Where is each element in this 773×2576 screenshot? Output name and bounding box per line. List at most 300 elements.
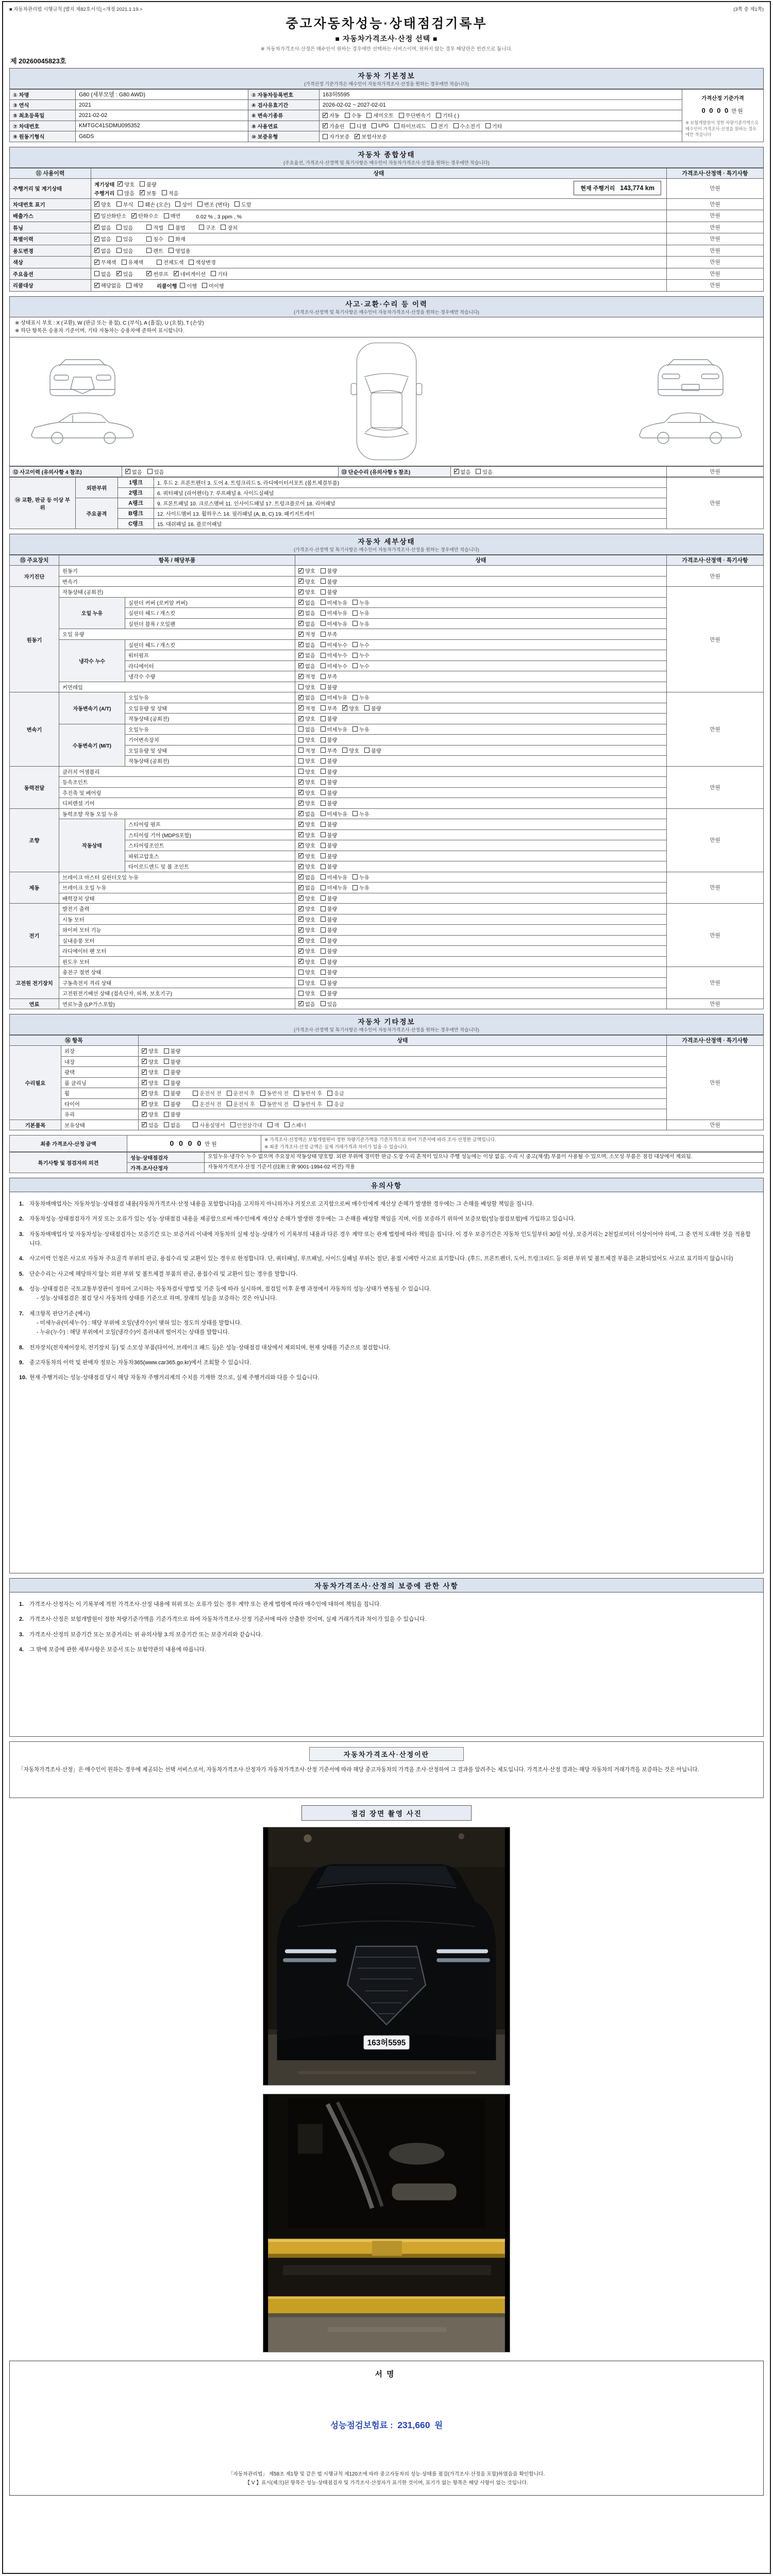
checkbox-option[interactable]	[321, 693, 347, 701]
checkbox-option[interactable]	[117, 189, 135, 197]
checkbox-option[interactable]	[323, 111, 340, 119]
etc-table-container	[9, 1035, 764, 1130]
checkbox-option[interactable]	[175, 200, 192, 208]
checkbox-option[interactable]	[142, 1079, 159, 1087]
checkbox-option[interactable]	[142, 1058, 159, 1065]
checkbox-option[interactable]	[298, 620, 315, 628]
page-number: (3쪽 중 제1쪽)	[733, 7, 764, 12]
checkbox-option[interactable]	[140, 189, 157, 197]
checkbox-checked-icon	[298, 642, 304, 647]
checkbox-option[interactable]	[327, 1089, 344, 1097]
checkbox-option[interactable]	[321, 641, 347, 649]
checkbox-unchecked-icon	[164, 1048, 169, 1054]
checkbox-option[interactable]	[321, 662, 347, 670]
checkbox-option[interactable]	[323, 122, 345, 130]
notice-number: 7.	[19, 1310, 24, 1317]
checkbox-option[interactable]	[116, 235, 133, 243]
checkbox-option[interactable]	[431, 122, 448, 130]
checkbox-option[interactable]	[321, 609, 347, 617]
notice-item	[19, 1230, 754, 1249]
checkbox-option[interactable]	[169, 224, 186, 231]
field-label: ② 자동차등록번호	[248, 90, 320, 100]
checkbox-label: 없음	[305, 811, 315, 818]
checkbox-option[interactable]	[298, 810, 315, 818]
checkbox-option[interactable]	[476, 468, 493, 476]
checkbox-unchecked-icon	[321, 970, 326, 975]
checkbox-option[interactable]	[126, 281, 143, 289]
checkbox-label: 미세누유	[327, 811, 348, 818]
checkbox-label: 응급	[334, 1101, 344, 1108]
checkbox-option[interactable]	[321, 841, 338, 849]
checkbox-option[interactable]	[321, 630, 338, 638]
checkbox-option[interactable]	[327, 1100, 344, 1108]
checkbox-option[interactable]	[298, 1000, 315, 1008]
checkbox-option[interactable]	[164, 1121, 181, 1129]
checkbox-label: 양호	[148, 1080, 159, 1087]
checkbox-option[interactable]	[298, 630, 315, 638]
item-label: 윈도우 모터	[59, 956, 295, 967]
checkbox-option[interactable]	[234, 200, 251, 208]
checkbox-unchecked-icon	[267, 1122, 273, 1127]
checkbox-label: 있음	[123, 272, 133, 278]
checkbox-option[interactable]	[298, 958, 315, 965]
checkbox-option[interactable]	[142, 1089, 159, 1097]
checkbox-label: 양호	[305, 801, 315, 807]
checkbox-unchecked-icon	[321, 906, 326, 911]
checkbox-option[interactable]	[321, 979, 338, 987]
checkbox-option[interactable]	[147, 468, 164, 476]
checkbox-option[interactable]	[352, 609, 369, 617]
checkbox-checked-icon	[298, 874, 304, 879]
checkbox-unchecked-icon	[146, 248, 152, 253]
notice-text-main: 중고자동차의 이력 및 판매자 정보는 자동차365(www.car365.go.kr)에서 조회할 수 있습니다.	[29, 1360, 251, 1366]
checkbox-option[interactable]	[169, 247, 191, 255]
status-cell	[295, 576, 667, 587]
checkbox-option[interactable]	[298, 672, 315, 680]
checkbox-label: 불량	[170, 1070, 181, 1076]
checkbox-option[interactable]	[298, 599, 315, 606]
checkbox-option[interactable]	[321, 862, 338, 870]
checkbox-option[interactable]	[352, 810, 369, 818]
checkbox-option[interactable]	[122, 258, 144, 266]
checkbox-option[interactable]	[162, 189, 179, 197]
rank-label: 2랭크	[118, 488, 154, 498]
table-row	[10, 1077, 764, 1088]
checkbox-option[interactable]	[355, 132, 386, 140]
checkbox-option[interactable]	[352, 693, 369, 701]
checkbox-option[interactable]	[221, 224, 238, 231]
checkbox-label: 일산화탄소	[101, 214, 127, 219]
checkbox-label: 양호	[305, 980, 315, 987]
checkbox-label: 누유	[359, 811, 369, 818]
checkbox-option[interactable]	[298, 894, 315, 902]
checkbox-unchecked-icon	[321, 832, 326, 837]
checkbox-option[interactable]	[352, 662, 369, 670]
device-label: 조향	[10, 808, 59, 872]
photo-car-front-image	[263, 1827, 510, 2085]
checkbox-option[interactable]	[321, 947, 338, 955]
checkbox-option[interactable]	[116, 270, 133, 278]
checkbox-option[interactable]	[321, 578, 338, 585]
checkbox-option[interactable]	[298, 578, 315, 585]
checkbox-option[interactable]	[321, 588, 338, 596]
checkbox-label: 불량	[327, 928, 338, 934]
checkbox-option[interactable]	[298, 989, 315, 997]
checkbox-option[interactable]	[169, 235, 186, 243]
checkbox-option[interactable]	[321, 651, 347, 659]
checkbox-option[interactable]	[298, 757, 315, 765]
checkbox-unchecked-icon	[321, 790, 326, 795]
checkbox-option[interactable]	[350, 122, 367, 130]
checkbox-option[interactable]	[298, 747, 315, 754]
checkbox-unchecked-icon	[366, 113, 372, 118]
checkbox-label: 불량	[170, 1059, 181, 1065]
item-label: 발전기 출력	[59, 904, 295, 914]
checkbox-option[interactable]	[294, 1089, 322, 1097]
checkbox-unchecked-icon	[345, 113, 350, 118]
checkbox-checked-icon	[298, 790, 304, 795]
checkbox-option[interactable]	[321, 736, 338, 743]
table-row	[10, 777, 764, 788]
checkbox-option[interactable]	[131, 212, 158, 219]
checkbox-option[interactable]	[394, 122, 426, 130]
checkbox-option[interactable]	[454, 468, 471, 476]
checkbox-option[interactable]	[321, 916, 338, 923]
checkbox-option[interactable]	[142, 1047, 159, 1055]
checkbox-option[interactable]	[321, 715, 338, 722]
status-cell	[139, 1098, 667, 1109]
checkbox-option[interactable]	[352, 725, 369, 733]
checkbox-option[interactable]	[94, 200, 111, 208]
checkbox-unchecked-icon	[321, 864, 326, 869]
checkbox-option[interactable]	[164, 1100, 181, 1108]
checkbox-option[interactable]	[298, 852, 315, 860]
checkbox-option[interactable]	[199, 224, 216, 231]
checkbox-label: 탄화수소	[138, 214, 159, 219]
checkbox-option[interactable]	[116, 200, 133, 208]
checkbox-label: 불량	[327, 759, 338, 765]
table-row	[10, 787, 764, 798]
checkbox-unchecked-icon	[146, 236, 152, 242]
checkbox-option[interactable]	[180, 282, 197, 290]
checkbox-unchecked-icon	[321, 758, 326, 764]
checkbox-option[interactable]	[193, 1089, 221, 1097]
checkbox-option[interactable]	[352, 620, 369, 628]
checkbox-option[interactable]	[164, 1089, 181, 1097]
checkbox-unchecked-icon	[352, 642, 358, 647]
checkbox-option[interactable]	[94, 281, 121, 289]
checkbox-label: 불량	[371, 748, 381, 754]
checkbox-option[interactable]	[142, 1110, 159, 1118]
checkbox-option[interactable]	[321, 905, 338, 912]
checkbox-option[interactable]	[485, 122, 502, 130]
checkbox-option[interactable]	[399, 111, 431, 119]
checkbox-option[interactable]	[321, 778, 338, 786]
checkbox-option[interactable]	[298, 968, 315, 976]
table-row	[10, 998, 764, 1009]
opinion-text: 자동차가격조사·산정 기준서 (技術士會 9001-1994-02 버전) 적용	[205, 1163, 764, 1173]
item-label: 워터펌프	[125, 650, 295, 661]
checkbox-option[interactable]	[298, 862, 315, 870]
checkbox-option[interactable]	[230, 1121, 262, 1129]
exchange-rank-table	[9, 477, 764, 529]
checkbox-option[interactable]	[260, 1089, 289, 1097]
checkbox-option[interactable]	[321, 567, 338, 574]
section-title: 자동차 종합상태	[358, 150, 415, 159]
checkbox-option[interactable]	[298, 841, 315, 849]
checkbox-option[interactable]	[298, 789, 315, 796]
checkbox-option[interactable]	[372, 123, 389, 129]
car-front-view-diagram	[44, 358, 121, 401]
table-row	[10, 935, 764, 946]
checkbox-option[interactable]	[94, 258, 116, 266]
device-label: 연료	[10, 998, 59, 1009]
checkbox-checked-icon	[125, 469, 130, 474]
status-cell	[295, 819, 667, 830]
checkbox-unchecked-icon	[321, 663, 326, 668]
checkbox-option[interactable]	[352, 599, 369, 606]
checkbox-option[interactable]	[345, 111, 362, 119]
status-cell	[295, 745, 667, 756]
checkbox-option[interactable]	[138, 200, 170, 208]
basic-info-table	[9, 89, 764, 142]
checkbox-option[interactable]	[298, 916, 315, 923]
checkbox-option[interactable]	[352, 873, 369, 881]
checkbox-option[interactable]	[193, 1121, 225, 1129]
checkbox-option[interactable]	[298, 768, 315, 775]
checkbox-option[interactable]	[298, 831, 315, 839]
checkbox-option[interactable]	[116, 224, 133, 231]
checkbox-label: 불량	[327, 854, 338, 860]
checkbox-unchecked-icon	[321, 811, 326, 816]
price-cell: 만원	[667, 222, 764, 233]
checkbox-checked-icon	[298, 885, 304, 890]
checkbox-option[interactable]	[298, 820, 315, 828]
checkbox-label: 동반석 전	[266, 1101, 289, 1108]
checkbox-option[interactable]	[352, 641, 369, 649]
checkbox-option[interactable]	[321, 620, 347, 628]
item-label: 실린더 커버 (로커암 커버)	[125, 597, 295, 608]
checkbox-option[interactable]	[298, 651, 315, 659]
checkbox-option[interactable]	[164, 1058, 181, 1065]
status-group	[94, 270, 138, 278]
checkbox-option[interactable]	[321, 757, 338, 765]
checkbox-option[interactable]	[94, 247, 111, 255]
checkbox-option[interactable]	[164, 1047, 181, 1055]
rank-parts: 9. 프론트패널 10. 크로스멤버 11. 인사이드패널 17. 트렁크플로어 18. 리어패널	[154, 498, 667, 509]
checkbox-option[interactable]	[164, 1110, 181, 1118]
checkbox-option[interactable]	[298, 662, 315, 670]
checkbox-option[interactable]	[94, 270, 111, 278]
checkbox-option[interactable]	[298, 937, 315, 944]
checkbox-option[interactable]	[142, 1121, 159, 1129]
checkbox-option[interactable]	[146, 235, 163, 243]
checkbox-option[interactable]	[453, 122, 480, 130]
checkbox-option[interactable]	[321, 799, 338, 807]
checkbox-option[interactable]	[321, 884, 347, 891]
checkbox-option[interactable]	[364, 747, 381, 754]
checkbox-option[interactable]	[146, 270, 169, 278]
checkbox-unchecked-icon	[321, 874, 326, 879]
checkbox-option[interactable]	[321, 937, 338, 944]
checkbox-option[interactable]	[298, 609, 315, 617]
checkbox-option[interactable]	[352, 884, 369, 891]
checkbox-option[interactable]	[164, 1079, 181, 1087]
checkbox-option[interactable]	[364, 704, 381, 712]
checkbox-option[interactable]	[321, 873, 347, 881]
checkbox-option[interactable]	[298, 873, 315, 881]
notice-number: 10.	[19, 1375, 27, 1381]
checkbox-option[interactable]	[321, 747, 338, 754]
checkbox-option[interactable]	[321, 958, 338, 965]
checkbox-option[interactable]	[146, 247, 163, 255]
checkbox-option[interactable]	[94, 212, 126, 219]
checkbox-option[interactable]	[267, 1121, 279, 1129]
checkbox-option[interactable]	[298, 588, 315, 596]
status-group	[94, 180, 162, 188]
checkbox-option[interactable]	[142, 1100, 159, 1108]
usage-label: 특별이력	[10, 233, 91, 245]
opinion-author: 성능·상태점검자	[127, 1153, 205, 1163]
checkbox-option[interactable]	[140, 180, 157, 188]
checkbox-option[interactable]	[164, 1068, 181, 1076]
checkbox-option[interactable]	[146, 224, 163, 231]
checkbox-label: 양호	[148, 1091, 159, 1097]
table-row	[10, 967, 764, 978]
item-label: 와이퍼 모터 기능	[59, 925, 295, 936]
checkbox-option[interactable]	[298, 799, 315, 807]
checkbox-option[interactable]	[352, 651, 369, 659]
checkbox-option[interactable]	[298, 683, 315, 691]
checkbox-option[interactable]	[227, 1089, 255, 1097]
table-row	[10, 819, 764, 830]
exchange-rank-container	[9, 477, 764, 529]
notice-item	[19, 1269, 754, 1279]
checkbox-option[interactable]	[298, 725, 315, 733]
checkbox-option[interactable]	[94, 235, 111, 243]
checkbox-option[interactable]	[117, 180, 135, 188]
checkbox-option[interactable]	[321, 820, 338, 828]
table-row	[10, 1136, 764, 1152]
checkbox-option[interactable]	[174, 270, 206, 278]
checkbox-option[interactable]	[298, 884, 315, 891]
section-title: 사고·교환·수리 등 이력	[345, 300, 428, 308]
table-row	[10, 566, 764, 577]
checkbox-option[interactable]	[294, 1100, 322, 1108]
checkbox-option[interactable]	[157, 258, 183, 266]
checkbox-option[interactable]	[321, 725, 347, 733]
final-price-note-1: ※ 가격조사·산정액은 보험개발원이 정한 차량기준가액을 기준가격으로 하여 기준서에 따라 조사·산정한 금액입니다.	[264, 1137, 496, 1142]
table-row	[10, 1153, 764, 1163]
device-label: 변속기	[10, 692, 59, 767]
checkbox-option[interactable]	[298, 947, 315, 955]
checkbox-checked-icon	[298, 801, 304, 806]
status-cell	[295, 735, 667, 745]
checkbox-option[interactable]	[321, 968, 338, 976]
checkbox-option[interactable]	[321, 672, 338, 680]
checkbox-option[interactable]	[298, 736, 315, 743]
checkbox-option[interactable]	[202, 282, 224, 290]
checkbox-option[interactable]	[298, 704, 315, 712]
checkbox-label: 운전석 전	[199, 1091, 222, 1097]
checkbox-option[interactable]	[321, 926, 338, 934]
checkbox-label: 누유	[359, 600, 369, 606]
checkbox-option[interactable]	[321, 852, 338, 860]
checkbox-label: 있음	[154, 469, 164, 476]
checkbox-option[interactable]	[321, 989, 338, 997]
checkbox-option[interactable]	[298, 979, 315, 987]
checkbox-option[interactable]	[366, 111, 393, 119]
checkbox-option[interactable]	[298, 567, 315, 574]
checkbox-option[interactable]	[321, 789, 338, 796]
checkbox-option[interactable]	[298, 778, 315, 786]
item-group-label: 작동상태	[59, 819, 125, 872]
notice-number: 2.	[19, 1616, 24, 1623]
checkbox-label: 전기	[438, 124, 448, 130]
checkbox-option[interactable]	[94, 224, 111, 231]
checkbox-label: 있음	[123, 237, 133, 243]
checkbox-option[interactable]	[142, 1068, 159, 1076]
item-label: 파워고압호스	[125, 851, 295, 861]
checkbox-checked-icon	[298, 822, 304, 827]
checkbox-option[interactable]	[298, 693, 315, 701]
checkbox-option[interactable]	[125, 468, 142, 476]
checkbox-option[interactable]	[298, 641, 315, 649]
notice-text-main: 성능·상태점검은 국토교통부장관이 정하여 고시하는 자동차검사 방법 및 기준 등에 따라 실시하며, 점검일 이후 운행 과정에서 자동차의 성능·상태가 변동될 수 있습니다.	[29, 1286, 431, 1293]
checkbox-option[interactable]	[321, 683, 338, 691]
checkbox-option[interactable]	[116, 247, 133, 255]
checkbox-unchecked-icon	[294, 1091, 299, 1096]
checkbox-option[interactable]	[321, 599, 347, 606]
checkbox-option[interactable]	[260, 1100, 289, 1108]
checkbox-option[interactable]	[227, 1100, 255, 1108]
field-value	[320, 121, 682, 131]
checkbox-checked-icon	[298, 864, 304, 869]
field-value: G6DS	[76, 131, 248, 142]
checkbox-option[interactable]	[193, 1100, 221, 1108]
checkbox-option[interactable]	[321, 1000, 338, 1008]
checkbox-checked-icon	[298, 832, 304, 837]
checkbox-option[interactable]	[197, 200, 229, 208]
item-label: 휠	[61, 1088, 139, 1099]
checkbox-option[interactable]	[321, 831, 338, 839]
checkbox-option[interactable]	[323, 132, 349, 140]
checkbox-option[interactable]	[321, 810, 347, 818]
status-cell	[295, 925, 667, 936]
checkbox-option[interactable]	[211, 270, 228, 278]
checkbox-option[interactable]	[321, 704, 338, 712]
checkbox-label: 전체도색	[163, 260, 184, 266]
checkbox-option[interactable]	[342, 704, 359, 712]
checkbox-option[interactable]	[342, 747, 359, 754]
checkbox-option[interactable]	[164, 212, 181, 219]
checkbox-unchecked-icon	[116, 225, 122, 230]
checkbox-option[interactable]	[321, 894, 338, 902]
checkbox-label: 미세누유	[327, 696, 348, 701]
status-cell	[91, 233, 667, 245]
checkbox-option[interactable]	[189, 258, 215, 266]
checkbox-option[interactable]	[284, 1121, 307, 1129]
basic-info-table-container	[9, 89, 764, 142]
checkbox-option[interactable]	[436, 111, 459, 119]
checkbox-option[interactable]	[321, 768, 338, 775]
checkbox-label: 양호	[305, 854, 315, 860]
status-group	[146, 270, 232, 278]
checkbox-option[interactable]	[298, 715, 315, 722]
checkbox-label: 동반석 전	[266, 1091, 289, 1097]
checkbox-option[interactable]	[298, 905, 315, 912]
checkbox-option[interactable]	[298, 926, 315, 934]
